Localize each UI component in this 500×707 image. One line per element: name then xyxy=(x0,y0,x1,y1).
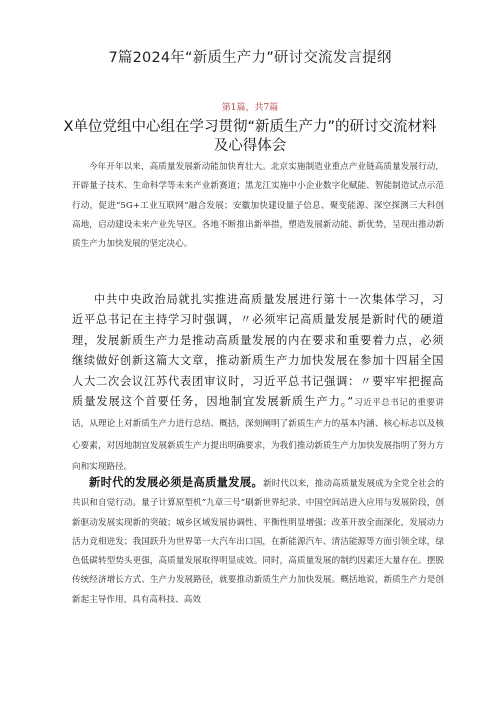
page-indicator: 第1篇，共7篇 xyxy=(221,103,279,113)
paragraph-text xyxy=(72,473,444,610)
paragraph-text: 今年开年以来，高质量发展新动能加快育壮大。北京实施制造业重点产业链高质量发展行动，开辟量子技术、生命科学等未来产业新赛道；黑龙江实施中小企业数字化赋能、智能制造试点示范行动，促进“5G+工业互联网”融合发展；安徽加快建设量子信息、聚变能源、深空探测三大科创高地，启动建设未来产业先导区。各地不断推出新举措，塑造发展新动能、新优势，呈现出推动新质生产力加快发展的坚定决心。 xyxy=(72,162,444,250)
paragraph-quote xyxy=(72,290,444,477)
paragraph-quote-text xyxy=(72,290,444,477)
paragraph-intro xyxy=(72,158,444,254)
paragraph-high-quality xyxy=(72,473,444,610)
quote-text: 中共中央政治局就扎实推进高质量发展进行第十一次集体学习，习近平总书记在主持学习时强调，〃必须牢记高质量发展是新时代的硬道理，发展新质生产力是推动高质量发展的内在要求和重要着力点，必须继续做好创新这篇大文章，推动新质生产力加快发展在参加十四届全国人大二次会议江苏代表团审议时，习近平总书记强调：〃要牢牢把握高质量发展这个首要任务，因地制宜发展新质生产力。” xyxy=(72,293,444,409)
paragraph-lead: 新时代的发展必须是高质量发展。 xyxy=(89,475,264,489)
document-title: 7篇2024年“新质生产力”研讨交流发言提纲 xyxy=(108,50,392,66)
paragraph-body: 新时代以来，推动高质量发展成为全党全社会的共识和自觉行动。量子计算原型机”九章三号”刷新世界纪录、中国空间站进入应用与发展阶段，创新驱动发展实现新的突破；城乡区域发展协调性、平衡性明显增强；改革开放全面深化，发展动力活力竞相迸发；我国跃升为世界第一大汽车出口国，在新能源汽车、清洁能源等方面引领全球，绿色低碳转型势头更强，高质量发展取得明显成效。同时，高质量发展的制约因素还大量存在。摆脱传统经济增长方式、生产力发展路径，就要推动新质生产力加快发展。概括地说，新质生产力是创新起主导作用，具有高科技、高效 xyxy=(72,479,444,605)
commentary-text: 习近平总书记的重要讲话，从理论上对新质生产力进行总结、概括，深刻阐明了新质生产力的基本内涵、核心标志以及核心要素，对因地制宜发展新质生产力提出明确要求，为我们推动新质生产力加快发展指明了努力方向和实现路径。 xyxy=(72,398,444,472)
article-title: X单位党组中心组在学习贯彻“新质生产力”的研讨交流材料及心得体会 xyxy=(63,119,437,154)
